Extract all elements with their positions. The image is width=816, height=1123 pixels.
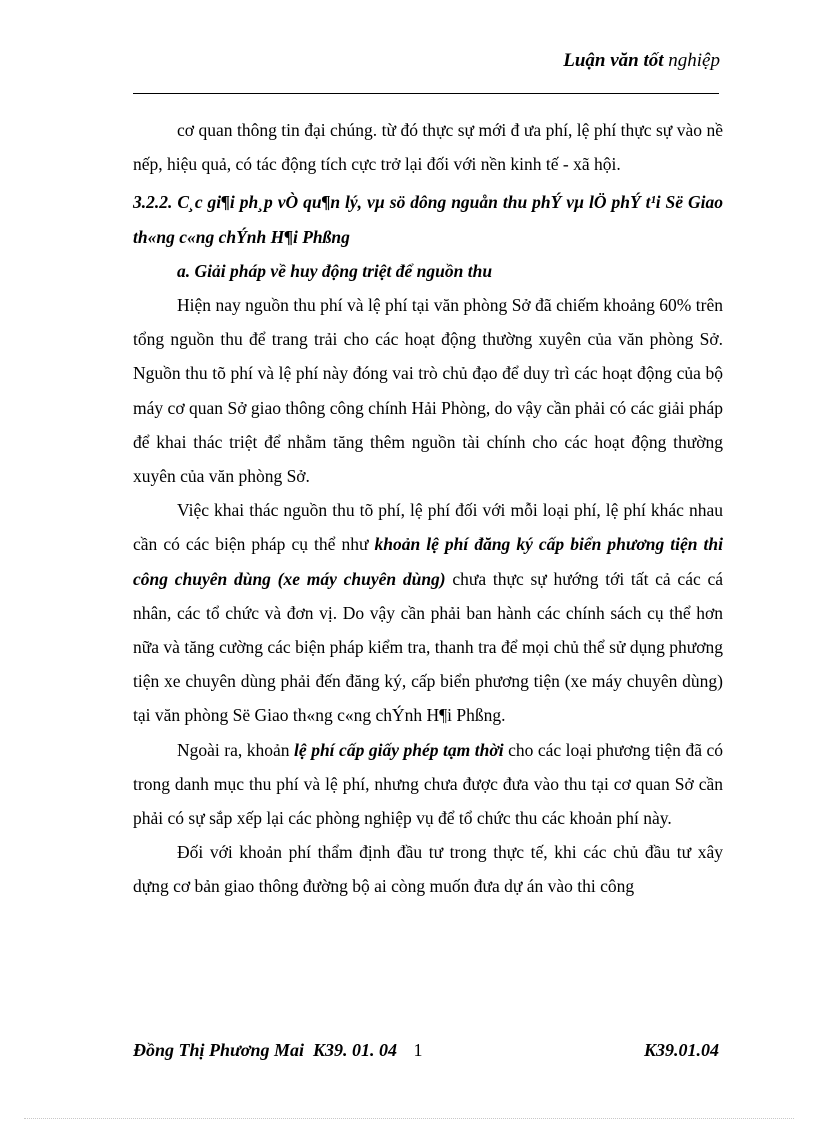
- page-header: [563, 50, 720, 72]
- header-title-bold: Luận văn tốt: [563, 50, 664, 71]
- page-bottom-dotted-border: [24, 1118, 794, 1119]
- paragraph-5: Đối với khoản phí thẩm định đầu tư trong thực tế, khi các chủ đầu tư xây dựng cơ bản giao thông đường bộ ai còng muốn đưa dự án vào thi công: [133, 842, 723, 897]
- paragraph-3-end: chưa thực sự hướng tới tất cả các cá nhân, các tổ chức và đơn vị. Do vậy cần phải ban hành các chính sách cụ thể hơn nữa và tăng cường các biện pháp kiểm tra, thanh tra để mọi chủ thể sử dụng phương tiện xe chuyên dùng phải đến đăng ký, cấp biển phương tiện (xe máy chuyên dùng) tại văn phòng Së Giao th«ng c«ng chÝnh H¶i Phßng.: [133, 568, 723, 726]
- paragraph-1: cơ quan thông tin đại chúng. từ đó thực sự mới đ ưa phí, lệ phí thực sự vào nề nếp, hiệu quả, có tác động tích cực trở lại đối với nền kinh tế - xã hội.: [133, 120, 723, 175]
- page-footer: [133, 1040, 719, 1061]
- paragraph-3-start: Việc khai thác nguồn thu tõ phí, lệ phí đối với mỗi loại phí, lệ phí khác nhau cần có các biện pháp cụ thể như: [133, 500, 723, 555]
- paragraph-4-end: cho các loại phương tiện đã có trong danh mục thu phí và lệ phí, nhưng chưa được đưa vào thu tại cơ quan Sở cần phải có sự sắp xếp lại các phòng nghiệp vụ để tổ chức thu các khoản phí này.: [133, 739, 723, 829]
- paragraph-2: Hiện nay nguồn thu phí và lệ phí tại văn phòng Sở đã chiếm khoảng 60% trên tổng nguồn thu để trang trải cho các hoạt động thường xuyên của văn phòng Sở. Nguồn thu tõ phí và lệ phí này đóng vai trò chủ đạo để duy trì các hoạt động của bộ máy cơ quan Sở giao thông công chính Hải Phòng, do vậy cần phải có các giải pháp để khai thác triệt để nhằm tăng thêm nguồn tài chính cho các hoạt động thường xuyên của văn phòng Sở.: [133, 295, 723, 487]
- paragraph-3: [133, 493, 723, 732]
- body-text: [133, 113, 723, 904]
- subheading-a: a. Giải pháp về huy động triệt để nguồn thu: [177, 260, 493, 281]
- footer-author: Đồng Thị Phương Mai: [133, 1040, 304, 1060]
- paragraph-4: [133, 733, 723, 836]
- footer-page-number: 1: [413, 1040, 423, 1060]
- section-heading-3-2-2: 3.2.2. C¸c gi¶i ph¸p vÒ qu¶n lý, vµ sö dông nguån thu phÝ vµ lÖ phÝ t¹i Së Giao th«ng c«ng chÝnh H¶i Phßng: [133, 192, 723, 247]
- paragraph-3-emphasis: khoản lệ phí đăng ký cấp biển phương tiện thi công chuyên dùng (xe máy chuyên dùng): [133, 534, 723, 589]
- paragraph-4-start: Ngoài ra, khoản: [177, 739, 295, 760]
- paragraph-4-emphasis: lệ phí cấp giấy phép tạm thời: [294, 739, 504, 760]
- footer-right-code: K39.01.04: [643, 1040, 719, 1060]
- header-title-rest: nghiệp: [663, 50, 720, 71]
- header-divider: [133, 93, 719, 94]
- footer-class-code: K39. 01. 04: [312, 1040, 397, 1060]
